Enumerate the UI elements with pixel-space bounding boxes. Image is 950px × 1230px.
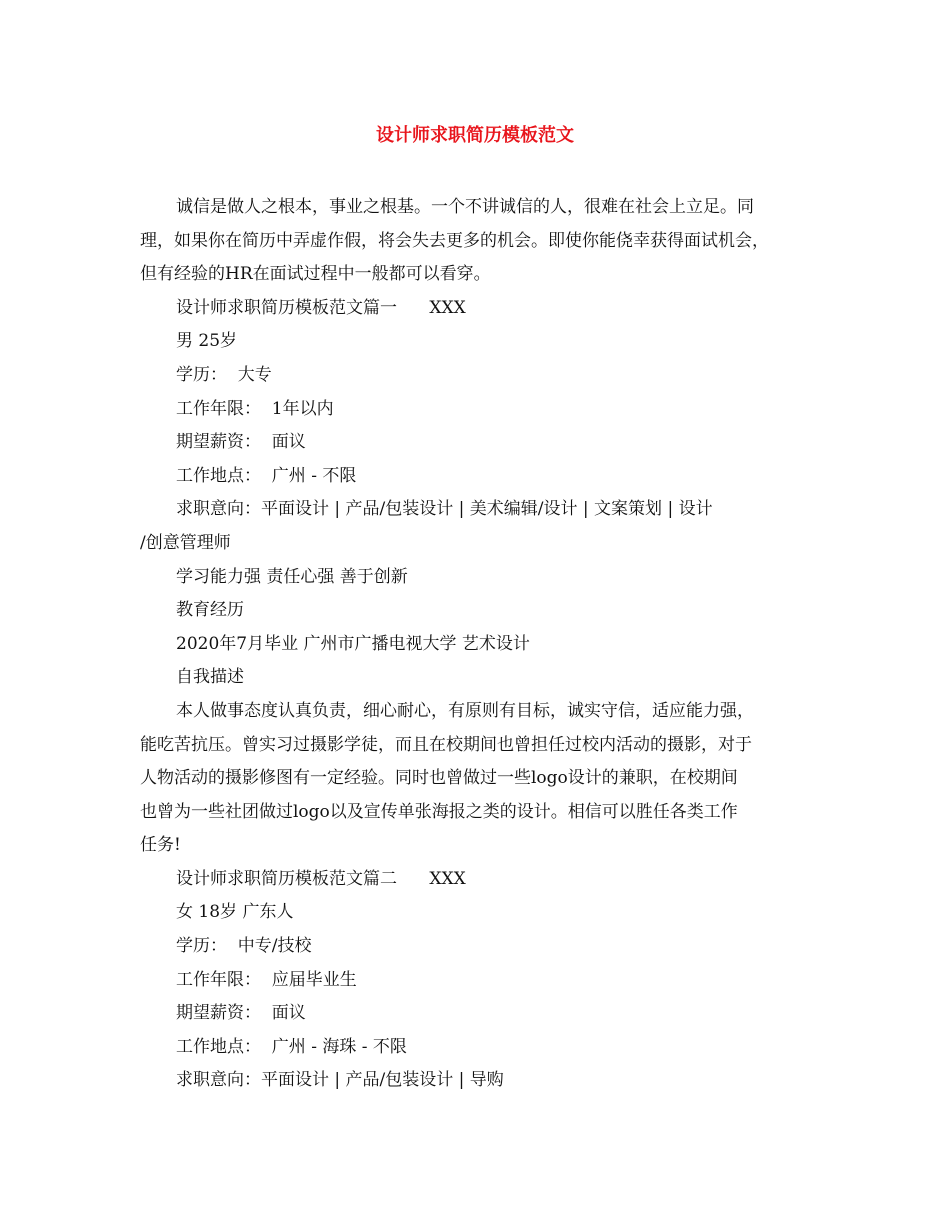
intro-line: 但有经验的HR在面试过程中一般都可以看穿。 <box>140 264 491 285</box>
resume1-work-years: 工作年限： 1年以内 <box>176 398 334 419</box>
resume2-work-years: 工作年限： 应届毕业生 <box>176 969 357 990</box>
resume2-heading: 设计师求职简历模板范文篇二 XXX <box>176 868 466 889</box>
resume1-education: 学历： 大专 <box>176 364 272 385</box>
intro-line: 诚信是做人之根本，事业之根基。一个不讲诚信的人，很难在社会上立足。同 <box>176 197 754 217</box>
document-title: 设计师求职简历模板范文 <box>376 125 574 146</box>
resume1-edu-heading: 教育经历 <box>176 600 244 621</box>
resume2-intention: 求职意向：平面设计 | 产品/包装设计 | 导购 <box>176 1070 504 1091</box>
intro-line: 理，如果你在简历中弄虚作假，将会失去更多的机会。即使你能侥幸获得面试机会， <box>140 230 769 251</box>
resume1-self-line: 本人做事态度认真负责，细心耐心，有原则有目标，诚实守信，适应能力强， <box>176 700 754 721</box>
resume1-intention: 求职意向：平面设计 | 产品/包装设计 | 美术编辑/设计 | 文案策划 | 设计 <box>176 499 713 520</box>
resume1-salary: 期望薪资： 面议 <box>176 432 306 453</box>
resume1-self-line: 能吃苦抗压。曾实习过摄影学徒，而且在校期间也曾担任过校内活动的摄影，对于 <box>140 734 752 755</box>
document-body <box>140 191 816 1098</box>
resume2-salary: 期望薪资： 面议 <box>176 1003 306 1024</box>
resume2-gender-age: 女 18岁 广东人 <box>176 902 294 923</box>
resume1-intention-cont: /创意管理师 <box>140 532 231 553</box>
resume1-traits: 学习能力强 责任心强 善于创新 <box>176 566 408 587</box>
resume1-edu-detail: 2020年7月毕业 广州市广播电视大学 艺术设计 <box>176 633 530 654</box>
resume1-heading: 设计师求职简历模板范文篇一 XXX <box>176 297 466 318</box>
resume1-self-heading: 自我描述 <box>176 667 244 688</box>
resume1-self-line: 人物活动的摄影修图有一定经验。同时也曾做过一些logo设计的兼职，在校期间 <box>140 768 738 789</box>
resume2-location: 工作地点： 广州 - 海珠 - 不限 <box>176 1036 407 1057</box>
resume1-self-line: 也曾为一些社团做过logo以及宣传单张海报之类的设计。相信可以胜任各类工作 <box>140 801 738 822</box>
resume1-location: 工作地点： 广州 - 不限 <box>176 465 357 486</box>
resume1-self-line: 任务! <box>140 835 181 856</box>
resume1-gender-age: 男 25岁 <box>176 331 238 352</box>
resume2-education: 学历： 中专/技校 <box>176 936 312 957</box>
